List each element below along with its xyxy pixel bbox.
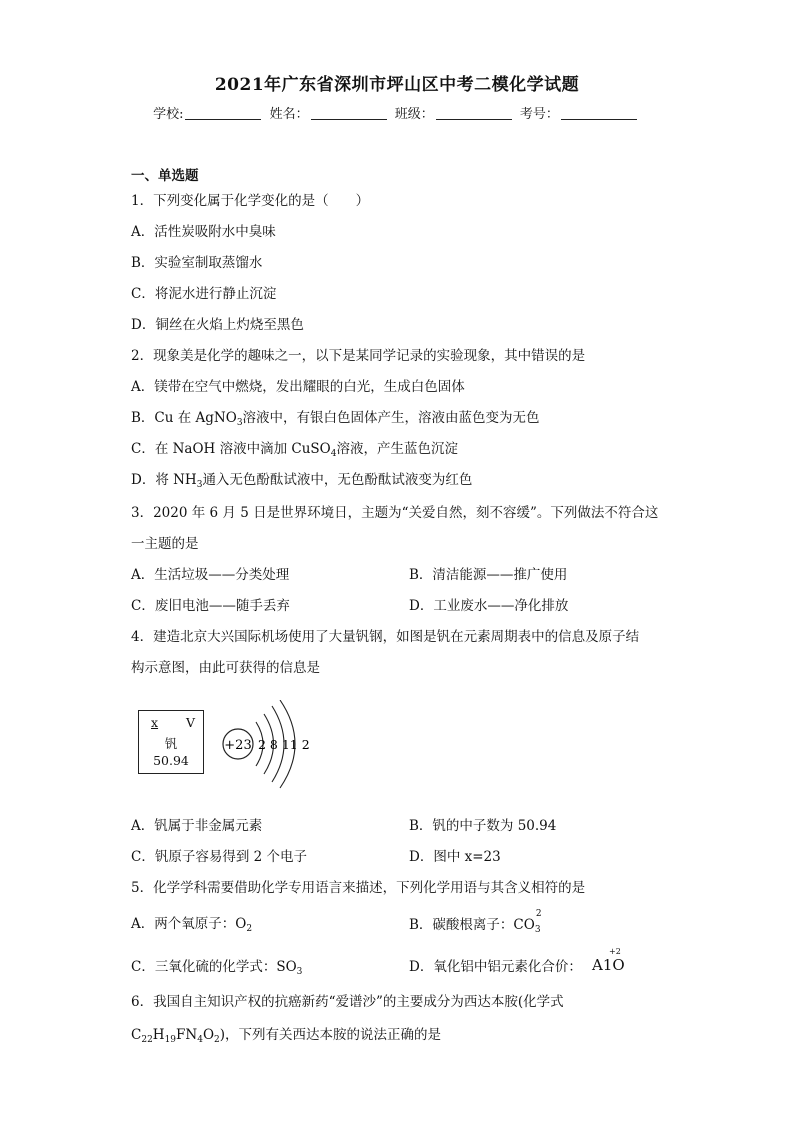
q1-option-b[interactable]: B．实验室制取蒸馏水: [131, 255, 263, 271]
q3-stem-line1: 3．2020 年 6 月 5 日是世界环境日，主题为“关爱自然，刻不容缓”。下列做法不符合这: [131, 505, 659, 521]
q3-option-c[interactable]: C．废旧电池——随手丢弃: [131, 598, 290, 614]
q1-option-c[interactable]: C．将泥水进行静止沉淀: [131, 286, 277, 302]
q6-c: C: [131, 1027, 142, 1043]
q4-stem-line2: 构示意图，由此可获得的信息是: [131, 660, 320, 676]
q5-b-sup: 2: [535, 909, 542, 919]
q6-stem-line2: [131, 1026, 441, 1049]
q5-a-pre: A．两个氧原子：O: [131, 916, 247, 932]
q5-b-sub: 3: [534, 925, 541, 935]
q5-option-d[interactable]: D．氧化铝中铝元素化合价：: [409, 959, 582, 975]
class-label: 班级：: [394, 107, 434, 122]
q4-option-d[interactable]: D．图中 x=23: [409, 849, 501, 865]
q2-option-d[interactable]: [131, 471, 472, 494]
q1-stem: 1．下列变化属于化学变化的是（ ）: [131, 193, 370, 209]
atomic-number: x: [151, 715, 159, 730]
section-title: 一、单选题: [131, 168, 199, 184]
atomic-mass: 50.94: [153, 753, 189, 768]
q5-c-sub: 3: [296, 967, 303, 977]
element-symbol: V: [185, 715, 195, 730]
school-label: 学校:: [153, 107, 184, 122]
q2-b-sub: 3: [236, 418, 243, 428]
atomic-structure-diagram: [220, 700, 320, 790]
q5-option-a[interactable]: [131, 915, 252, 938]
q6-o: O: [202, 1027, 215, 1043]
q3-option-a[interactable]: A．生活垃圾——分类处理: [131, 567, 290, 583]
q1-option-a[interactable]: A．活性炭吸附水中臭味: [131, 224, 276, 240]
class-blank[interactable]: [436, 105, 512, 120]
q6-h: H: [152, 1027, 165, 1043]
q2-d-sub: 3: [196, 480, 203, 490]
nucleus-charge: +23: [224, 738, 252, 753]
q2-c-sub: 4: [330, 449, 337, 459]
q1-option-d[interactable]: D．铜丝在火焰上灼烧至黑色: [131, 317, 304, 333]
q5-option-c[interactable]: [131, 958, 302, 981]
exam-no-blank[interactable]: [561, 105, 637, 120]
name-blank[interactable]: [311, 105, 387, 120]
q2-c-post: 溶液，产生蓝色沉淀: [336, 441, 458, 457]
q6-fn: FN: [176, 1027, 198, 1043]
student-info-line: [0, 103, 794, 122]
q6-post: )，下列有关西达本胺的说法正确的是: [219, 1027, 442, 1043]
q2-d-pre: D．将 NH: [131, 472, 197, 488]
periodic-table-cell: [138, 710, 204, 774]
q6-sub1: 22: [141, 1035, 153, 1045]
q4-option-c[interactable]: C．钒原子容易得到 2 个电子: [131, 849, 308, 865]
electron-counts: 2 8 11 2: [258, 737, 310, 752]
q2-option-c[interactable]: [131, 440, 458, 463]
q2-d-post: 通入无色酚酞试液中，无色酚酞试液变为红色: [202, 472, 473, 488]
q3-stem-line2: 一主题的是: [131, 536, 199, 552]
q6-sub2: 19: [164, 1035, 177, 1045]
q5-b-pre: B．碳酸根离子：CO: [409, 917, 535, 933]
q6-sub3: 4: [197, 1035, 203, 1045]
q2-option-a[interactable]: A．镁带在空气中燃烧，发出耀眼的白光，生成白色固体: [131, 379, 465, 395]
q4-option-b[interactable]: B．钒的中子数为 50.94: [409, 818, 557, 834]
q3-option-b[interactable]: B．清洁能源——推广使用: [409, 567, 568, 583]
q5-c-pre: C．三氧化硫的化学式：SO: [131, 959, 297, 975]
q2-option-b[interactable]: [131, 409, 540, 432]
q6-sub4: 2: [214, 1035, 220, 1045]
q4-stem-line1: 4．建造北京大兴国际机场使用了大量钒钢，如图是钒在元素周期表中的信息及原子结: [131, 629, 640, 645]
q5-option-b[interactable]: [409, 909, 543, 935]
q2-b-pre: B．Cu 在 AgNO: [131, 410, 237, 426]
school-blank[interactable]: [185, 105, 261, 120]
q2-b-post: 溶液中，有银白色固体产生，溶液由蓝色变为无色: [242, 410, 540, 426]
valence-formula: A1O: [592, 956, 625, 974]
q6-stem-line1: 6．我国自主知识产权的抗癌新药“爱谱沙”的主要成分为西达本胺(化学式: [131, 994, 564, 1010]
q3-option-d[interactable]: D．工业废水——净化排放: [409, 598, 569, 614]
aluminum-oxide-valence: [592, 947, 625, 974]
q4-option-a[interactable]: A．钒属于非金属元素: [131, 818, 263, 834]
q2-stem: 2．现象美是化学的趣味之一，以下是某同学记录的实验现象，其中错误的是: [131, 348, 586, 364]
q5-a-sub: 2: [246, 924, 253, 934]
q2-c-pre: C．在 NaOH 溶液中滴加 CuSO: [131, 441, 331, 457]
name-label: 姓名：: [269, 107, 309, 122]
element-name: 钒: [164, 736, 178, 751]
q5-stem: 5．化学学科需要借助化学专用语言来描述，下列化学用语与其含义相符的是: [131, 880, 586, 896]
valence-mark: +2: [609, 947, 621, 956]
page-title: 2021年广东省深圳市坪山区中考二模化学试题: [214, 75, 580, 95]
exam-no-label: 考号：: [519, 107, 559, 122]
